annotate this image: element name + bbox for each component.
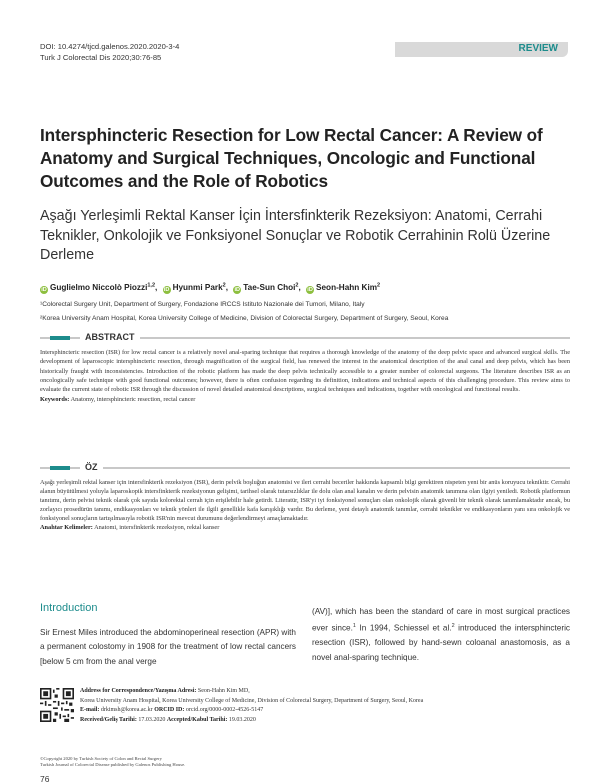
intro-right-column <box>312 605 570 665</box>
correspondence-block <box>80 687 570 725</box>
review-badge-label: REVIEW <box>518 43 558 54</box>
orcid-icon[interactable]: iD <box>41 286 47 293</box>
review-badge <box>395 42 568 57</box>
copyright-line-2: Turkish Journal of Colorectal Disease published by Galenos Publishing House. <box>40 762 186 767</box>
title-turkish: Aşağı Yerleşimli Rektal Kanser İçin İntersfinkterik Rezeksiyon: Anatomi, Cerrahi Teknikler, Onkolojik ve Fonksiyonel Sonuçlar ve Robotik Cerrahinin Rolü Üzerine Derleme <box>40 208 551 263</box>
anahtar-kelimeler: Anatomi, intersfinkterik rezeksiyon, rektal kanser <box>94 524 220 532</box>
accepted-date: 19.03.2020 <box>228 716 256 723</box>
abstract-text: Intersphincteric resection (ISR) for low rectal cancer is a relatively novel anal-sparing technique that requires a thorough knowledge of the anatomy of the deep pelvic space and advanced surgical skills. The development of laparoscopic intersphincteric resection, through magnification of the surgical field, has renewed the interest in the anatomical description of the anal canal and deep pelvis, which has been historically fraught with inconsistencies. Introduction of the robotic platform has made the deep pelvis technically accessible to a greater number of colorectal surgeons. The literature describes ISR as an oncologically safe technique with good functional outcomes; however, there is often confusion regarding its definition, indications and technical aspects of this challenging procedure. This review aims to evaluate the current state of robotic ISR through the discussion of novel detailed anatomical descriptions, surgical techniques and indications, together with oncological and functional results. <box>40 349 570 394</box>
received-date: 17.03.2020 <box>138 716 166 723</box>
doi-link[interactable]: DOI: 10.4274/tjcd.galenos.2020.2020-3-4 <box>40 42 180 51</box>
accent-mark <box>50 336 70 340</box>
abstract-heading: ABSTRACT <box>80 331 140 344</box>
ozet-text: Aşağı yerleşimli rektal kanser için intersfinkterik rezeksiyon (ISR), derin pelvik boşluğun anatomisi ve ileri cerrahi beceriler hakkında kapsamlı bilgi gerektiren nispeten yeni bir anüs koruyucu tekniktir. Cerrahi alanın büyütülmesi yoluyla laparoskopik intersfinkterik rezeksiyonun gelişimi, tarihsel olarak tutarsızlıklar ile dolu olan anal kanalın ve derin pelvisin anatomik tanımına olan ilgiyi yeniledi. Robotik platformun tanıtımı, derin pelvisi teknik olarak çok sayıda kolorektal cerrah için erişilebilir hale getirdi. Literatür, ISR'yi iyi fonksiyonel sonuçları olan onkolojik olarak güvenli bir teknik olarak tanımlamaktadır ancak, bu zorlayıcı prosedürün tanımı, endikasyonları ve teknik yönleri ile ilgili genellikle kafa karışıklığı vardır. Bu derleme, yeni detaylı anatomik tanımlar, cerrahi teknikler ve endikasyonların yanı sıra onkolojik ve fonksiyonel sonuçların tartışılmasıyla robotik ISR'nin mevcut durumunu değerlendirmeyi amaçlamaktadır. <box>40 479 570 523</box>
email-label: E-mail: <box>80 707 100 713</box>
accepted-label: Accepted/Kabul Tarihi: <box>166 716 228 723</box>
author-2[interactable]: iD Hyunmi Park$^2$, <box>163 282 228 293</box>
article-meta <box>40 41 179 63</box>
orcid-link[interactable]: orcid.org/0000-0002-4526-5147 <box>185 707 264 713</box>
copyright-line-1: ©Copyright 2020 by Turkish Society of Colon and Rectal Surgery <box>40 756 162 761</box>
ozet-heading-bar <box>40 461 570 474</box>
email-link[interactable]: drkimsh@korea.ac.kr <box>100 707 153 713</box>
ozet-heading: ÖZ <box>80 461 103 474</box>
correspondence-label: Address for Correspondence/Yazışma Adresi: <box>80 688 197 694</box>
author-1[interactable]: iD Guglielmo Niccolò Piozzi$^{1,2}$, <box>41 282 158 293</box>
author-3[interactable]: iD Tae-Sun Choi$^2$, <box>234 282 301 293</box>
author-list <box>40 282 570 294</box>
divider <box>40 467 570 469</box>
orcid-icon[interactable]: iD <box>234 286 241 293</box>
received-label: Received/Geliş Tarihi: <box>80 716 137 723</box>
anahtar-kelimeler-label: Anahtar Kelimeler: <box>40 524 93 532</box>
abstract-heading-bar <box>40 331 570 344</box>
introduction-heading: Introduction <box>40 602 98 614</box>
reference-2[interactable]: 2 <box>451 623 455 630</box>
orcid-icon[interactable]: iD <box>163 286 170 293</box>
orcid-icon[interactable]: iD <box>307 286 313 293</box>
journal-citation: Turk J Colorectal Dis 2020;30:76-85 <box>40 53 162 62</box>
keywords-label: Keywords: <box>40 395 70 403</box>
intro-text: (AV)], which has been the standard of care in most surgical practices ever since. <box>312 607 570 634</box>
intro-left-column: Sir Ernest Miles introduced the abdominoperineal resection (APR) with a permanent colostomy in 1908 for the treatment of low rectal cancers [below 5 cm from the anal verge <box>40 628 296 666</box>
affiliation-1: ¹Colorectal Surgery Unit, Department of Surgery, Fondazione IRCCS Istituto Nazionale dei Tumori, Milano, Italy <box>40 301 365 308</box>
abstract-body <box>40 348 570 404</box>
ozet-body <box>40 478 570 533</box>
title-english: Intersphincteric Resection for Low Rectal Cancer: A Review of Anatomy and Surgical Techniques, Oncologic and Functional Outcomes and the Role of Robotics <box>40 125 543 191</box>
orcid-label: ORCID ID: <box>154 707 185 713</box>
correspondence-address: Korea University Anam Hospital, Korea University College of Medicine, Division of Colorectal Surgery, Department of Surgery, Seoul, Korea <box>80 697 424 704</box>
qr-code-icon <box>40 688 74 722</box>
author-4[interactable]: iD Seon-Hahn Kim$^2$ <box>307 282 381 293</box>
reference-1[interactable]: 1 <box>352 623 356 630</box>
accent-mark <box>50 466 70 470</box>
intro-text: In 1994, Schiessel et al. <box>355 624 452 634</box>
intro-text: introduced the intersphincteric resection (ISR), followed by hand-sewn coloanal anastomosis, as a novel anal-sparing technique. <box>312 624 570 662</box>
keywords: Anatomy, intersphincteric resection, rectal cancer <box>70 395 196 403</box>
copyright-notice <box>40 756 185 768</box>
correspondence-name: Seon-Hahn Kim MD, <box>197 688 250 694</box>
page-number: 76 <box>40 774 50 782</box>
affiliation-2: ²Korea University Anam Hospital, Korea University College of Medicine, Division of Colorectal Surgery, Department of Surgery, Seoul, Korea <box>40 315 449 322</box>
